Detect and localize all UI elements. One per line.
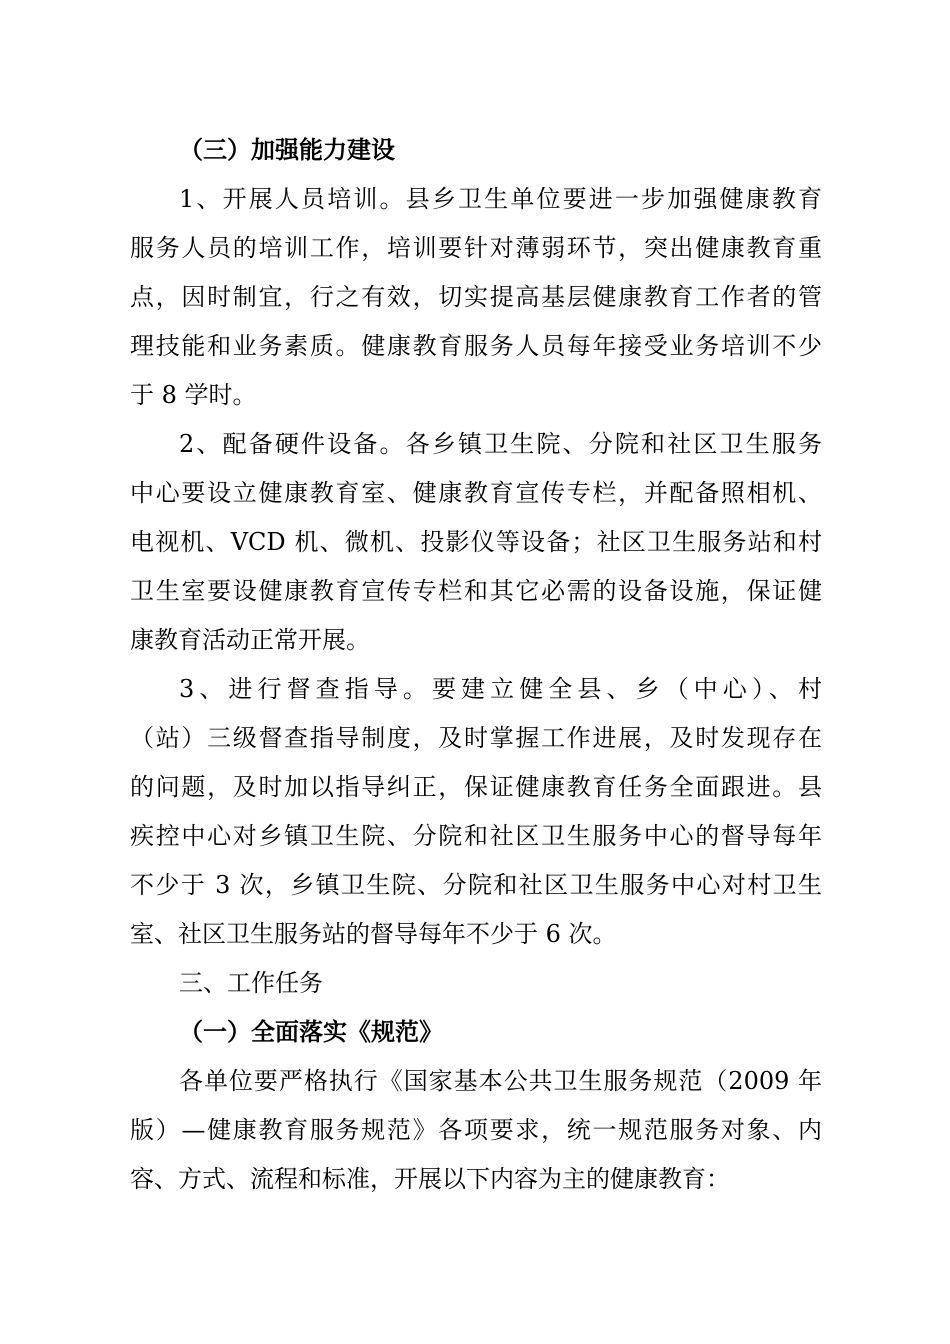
paragraph-line: 中心要设立健康教育室、健康教育宣传专栏，并配备照相机、 — [130, 479, 822, 507]
section-heading-capacity-building: （三）加强能力建设 — [179, 136, 395, 164]
paragraph-line: 电视机、VCD 机、微机、投影仪等设备；社区卫生服务站和村 — [130, 528, 822, 556]
paragraph-line: 1、开展人员培训。县乡卫生单位要进一步加强健康教育 — [179, 185, 822, 213]
paragraph-line: 服务人员的培训工作，培训要针对薄弱环节，突出健康教育重 — [130, 234, 822, 262]
paragraph-line: 各单位要严格执行《国家基本公共卫生服务规范（2009 年 — [179, 1067, 822, 1095]
paragraph-line: 疾控中心对乡镇卫生院、分院和社区卫生服务中心的督导每年 — [130, 822, 822, 850]
paragraph-line: 理技能和业务素质。健康教育服务人员每年接受业务培训不少 — [130, 332, 822, 360]
paragraph-line: 容、方式、流程和标准，开展以下内容为主的健康教育： — [130, 1165, 730, 1193]
paragraph-line: 卫生室要设健康教育宣传专栏和其它必需的设备设施，保证健 — [130, 577, 822, 605]
paragraph-line: 康教育活动正常开展。 — [130, 626, 370, 654]
paragraph-line: 2、配备硬件设备。各乡镇卫生院、分院和社区卫生服务 — [179, 430, 822, 458]
paragraph-line: 室、社区卫生服务站的督导每年不少于 6 次。 — [130, 920, 617, 948]
sub-heading-implement-standards: （一）全面落实《规范》 — [179, 1018, 443, 1046]
paragraph-line: 不少于 3 次，乡镇卫生院、分院和社区卫生服务中心对村卫生 — [130, 871, 822, 899]
paragraph-line: 版）—健康教育服务规范》各项要求，统一规范服务对象、内 — [130, 1116, 822, 1144]
paragraph-line: 点，因时制宜，行之有效，切实提高基层健康教育工作者的管 — [130, 283, 822, 311]
paragraph-line: 的问题，及时加以指导纠正，保证健康教育任务全面跟进。县 — [130, 773, 822, 801]
section-heading-work-tasks: 三、工作任务 — [179, 969, 323, 997]
paragraph-line: 于 8 学时。 — [130, 381, 257, 409]
paragraph-line: 3、进行督查指导。要建立健全县、乡（中心）、村 — [179, 675, 822, 703]
paragraph-line: （站）三级督查指导制度，及时掌握工作进展，及时发现存在 — [130, 724, 822, 752]
